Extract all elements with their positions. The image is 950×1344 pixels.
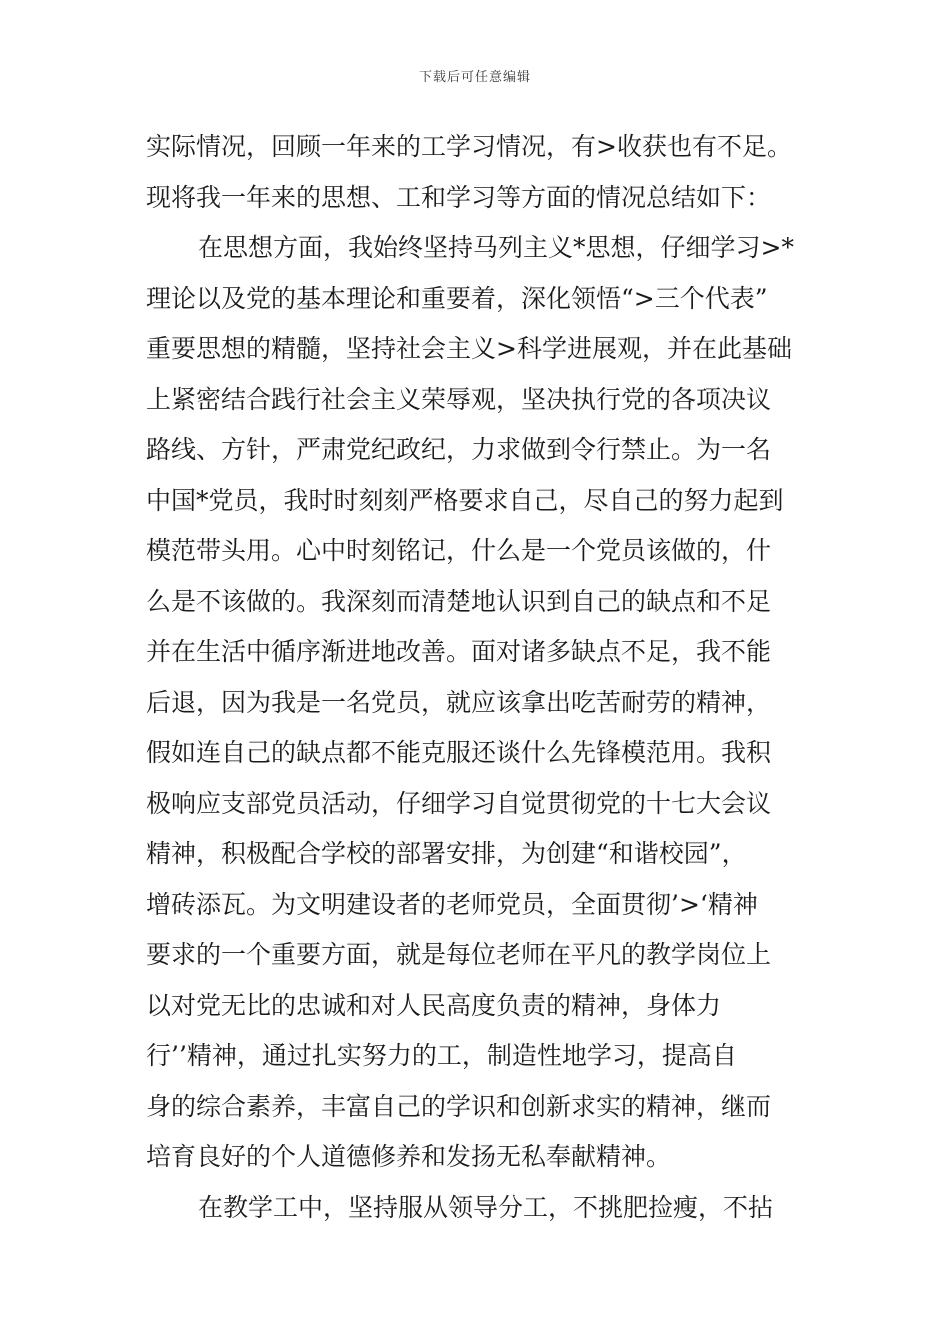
text-line: 以对党无比的忠诚和对人民高度负责的精神，身体力 — [146, 990, 722, 1020]
text-line: 中国*党员，我时时刻刻严格要求自己，尽自己的努力起到 — [146, 485, 784, 515]
text-line: 现将我一年来的思想、工和学习等方面的情况总结如下： — [146, 182, 772, 212]
text-line: 实际情况，回顾一年来的工学习情况，有>收获也有不足。 — [146, 132, 792, 161]
text-line: 么是不该做的。我深刻而清楚地认识到自己的缺点和不足 — [146, 586, 772, 616]
text-line: 行’’精神，通过扎实努力的工，制造性地学习，提高自 — [146, 1041, 737, 1070]
text-line: 要求的一个重要方面，就是每位老师在平凡的教学岗位上 — [146, 940, 772, 969]
text-line: 模范带头用。心中时刻铭记，什么是一个党员该做的，什 — [146, 536, 772, 565]
text-line: 培育良好的个人道德修养和发扬无私奉献精神。 — [146, 1142, 672, 1171]
text-line: 并在生活中循序渐进地改善。面对诸多缺点不足，我不能 — [146, 637, 772, 666]
text-line: 后退，因为我是一名党员，就应该拿出吃苦耐劳的精神， — [146, 687, 772, 717]
text-line: 极响应支部党员活动，仔细学习自觉贯彻党的十七大会议 — [146, 788, 772, 818]
text-line: 路线、方针，严肃党纪政纪，力求做到令行禁止。为一名 — [146, 435, 772, 464]
document-body — [146, 122, 811, 1233]
text-line: 身的综合素养，丰富自己的学识和创新求实的精神，继而 — [146, 1091, 772, 1121]
text-line: 在教学工中，坚持服从领导分工，不挑肥捡瘦，不拈 — [198, 1192, 774, 1222]
text-line: 在思想方面，我始终坚持马列主义*思想，仔细学习>* — [198, 233, 794, 262]
text-line: 增砖添瓦。为文明建设者的老师党员，全面贯彻’>‘精神 — [146, 889, 758, 919]
page-header: 下载后可任意编辑 — [418, 70, 531, 85]
text-line: 假如连自己的缺点都不能克服还谈什么先锋模范用。我积 — [146, 738, 772, 767]
text-line: 理论以及党的基本理论和重要着，深化领悟“>三个代表” — [146, 283, 768, 313]
text-line: 精神，积极配合学校的部署安排，为创建“和谐校园”， — [146, 839, 747, 868]
text-line: 重要思想的精髓，坚持社会主义>科学进展观，并在此基础 — [146, 334, 792, 363]
text-line: 上紧密结合践行社会主义荣辱观，坚决执行党的各项决议 — [146, 384, 772, 414]
